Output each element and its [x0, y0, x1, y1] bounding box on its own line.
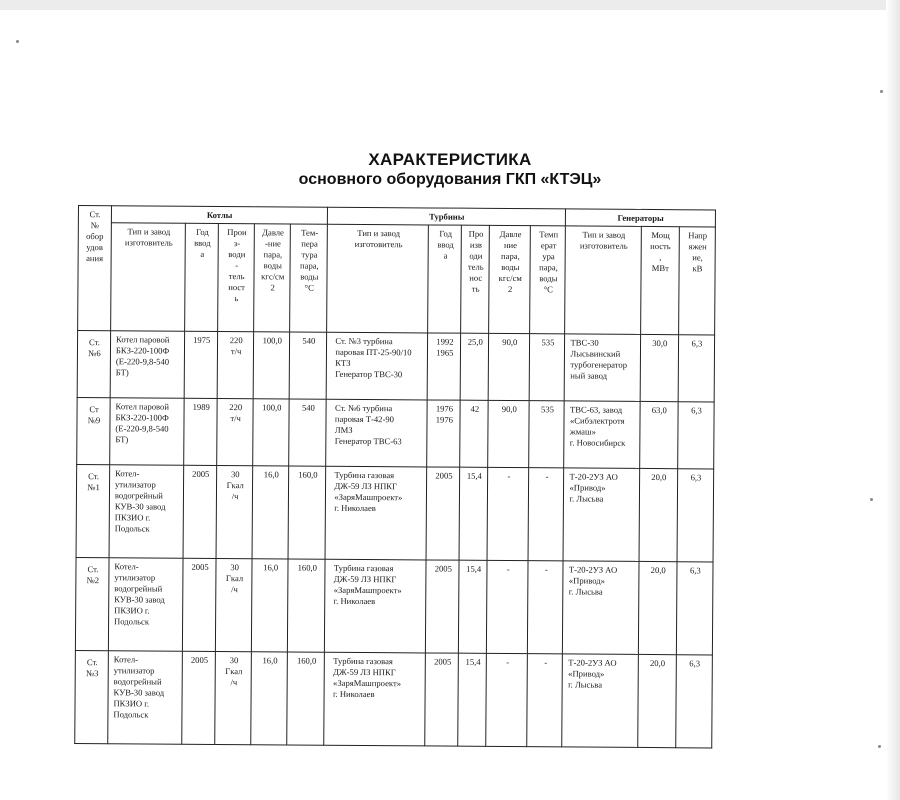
table-row	[75, 557, 713, 654]
generator-type-cell: ТВС-30 Лысьвинский турбогенератор ный завод	[565, 334, 641, 402]
generator-type-cell: Т-20-2УЗ АО «Привод» г. Лысьва	[563, 561, 639, 655]
turbine-capacity-cell: 25,0	[460, 333, 488, 400]
generator-voltage-cell: 6,3	[678, 335, 715, 402]
generator-voltage-cell: 6,3	[677, 402, 714, 469]
scan-top-edge	[0, 0, 900, 10]
turbine-year-cell: 2005	[426, 560, 460, 653]
column-header-row	[78, 223, 716, 335]
generator-voltage-cell: 6,3	[676, 562, 713, 655]
generator-type-header: Тип и завод изготовитель	[565, 226, 641, 335]
generator-voltage-cell: 6,3	[676, 655, 713, 748]
turbine-capacity-cell: 15,4	[459, 560, 487, 653]
boiler-capacity-header: Прои з- води - тель ност ь	[218, 223, 255, 331]
generator-type-cell: Т-20-2УЗ АО «Привод» г. Лысьва	[563, 468, 639, 562]
turbine-capacity-cell: 42	[460, 400, 488, 467]
turbine-capacity-header: Про изв оди тель нос ть	[461, 225, 490, 333]
turbine-year-cell: 1976 1976	[427, 400, 460, 467]
table-row	[76, 464, 714, 561]
boiler-capacity-cell: 30 Гкал /ч	[215, 651, 252, 744]
boiler-pressure-cell: 100,0	[253, 399, 290, 466]
scan-speck	[878, 745, 881, 748]
turbine-type-cell: Турбина газовая ДЖ-59 ЛЗ НПКГ «ЗаряМашпроект» г. Николаев	[325, 559, 427, 653]
boiler-temperature-cell: 160,0	[287, 652, 325, 745]
generator-power-cell: 63,0	[639, 401, 678, 468]
generator-power-cell: 20,0	[638, 561, 677, 654]
generator-power-header: Мощ ность , МВт	[640, 226, 679, 334]
station-cell: Ст. №3	[75, 650, 109, 743]
turbine-type-cell: Ст. №6 турбина паровая Т-42-90 ЛМЗ Генератор ТВС-63	[326, 399, 427, 467]
station-no-header: Ст. № обор удов ания	[78, 206, 112, 331]
turbine-year-cell: 2005	[426, 467, 460, 560]
turbine-pressure-cell: -	[487, 560, 529, 653]
scan-right-edge	[886, 0, 900, 800]
turbine-temperature-cell: -	[527, 654, 563, 747]
boiler-type-cell: Котел- утилизатор водогрейный КУВ-30 завод ПКЗИО г. Подольск	[108, 651, 183, 745]
turbine-type-cell: Турбина газовая ДЖ-59 ЛЗ НПКГ «ЗаряМашпроект» г. Николаев	[325, 466, 427, 560]
generator-power-cell: 20,0	[639, 468, 678, 561]
generator-type-cell: ТВС-63, завод «Сибэлектротя жмаш» г. Новосибирск	[564, 401, 640, 469]
turbine-pressure-header: Давле ние пара, воды кгс/см 2	[489, 225, 531, 333]
turbines-group-header: Турбины	[328, 207, 566, 226]
boiler-year-cell: 2005	[183, 465, 217, 558]
turbine-type-cell: Турбина газовая ДЖ-59 ЛЗ НПКГ «ЗаряМашпроект» г. Николаев	[324, 652, 426, 746]
boiler-type-cell: Котел паровой БКЗ-220-100Ф (Е-220-9,8-540 БТ)	[110, 398, 185, 466]
equipment-table	[74, 205, 716, 748]
turbine-year-header: Год ввод а	[428, 225, 462, 333]
turbine-type-header: Тип и завод изготовитель	[327, 224, 429, 333]
boiler-type-header: Тип и завод изготовитель	[111, 223, 186, 332]
generators-group-header: Генераторы	[566, 209, 716, 227]
station-cell: Ст. №6	[77, 331, 110, 398]
boiler-type-cell: Котел паровой БКЗ-220-100Ф (Е-220-9,8-540 БТ)	[110, 331, 185, 399]
turbine-capacity-cell: 15,4	[459, 467, 487, 560]
generator-power-cell: 20,0	[637, 654, 676, 747]
boiler-type-cell: Котел- утилизатор водогрейный КУВ-30 завод ПКЗИО г. Подольск	[108, 558, 183, 652]
boiler-capacity-cell: 220 т/ч	[217, 331, 254, 398]
station-cell: Ст. №1	[76, 464, 110, 557]
scan-speck	[16, 40, 19, 43]
turbine-year-cell: 1992 1965	[428, 333, 461, 400]
document-subtitle: основного оборудования ГКП «КТЭЦ»	[298, 171, 602, 188]
station-cell: Ст №9	[77, 397, 110, 464]
scan-speck	[880, 90, 883, 93]
boiler-temperature-header: Тем- пера тура пара, воды °С	[290, 224, 328, 332]
turbine-temperature-cell: 535	[529, 401, 565, 468]
generator-voltage-header: Напр яжен ие, кВ	[678, 227, 715, 335]
turbine-year-cell: 2005	[425, 653, 459, 746]
boiler-year-cell: 2005	[182, 651, 216, 744]
scan-speck	[870, 498, 873, 501]
boiler-capacity-cell: 30 Гкал /ч	[216, 465, 253, 558]
boiler-pressure-cell: 16,0	[252, 559, 289, 652]
generator-type-cell: Т-20-2УЗ АО «Привод» г. Лысьва	[562, 654, 638, 748]
turbine-pressure-cell: -	[486, 653, 528, 746]
document-title: ХАРАКТЕРИСТИКА	[368, 150, 532, 169]
boiler-year-cell: 1989	[184, 398, 217, 465]
boiler-pressure-cell: 100,0	[253, 332, 290, 399]
boiler-capacity-cell: 30 Гкал /ч	[216, 558, 253, 651]
boiler-temperature-cell: 540	[289, 332, 327, 399]
turbine-capacity-cell: 15,4	[458, 653, 486, 746]
boiler-temperature-cell: 540	[289, 399, 327, 466]
boiler-type-cell: Котел- утилизатор водогрейный КУВ-30 завод ПКЗИО г. Подольск	[109, 465, 184, 559]
boiler-capacity-cell: 220 т/ч	[217, 398, 254, 465]
turbine-pressure-cell: -	[487, 467, 529, 560]
station-cell: Ст. №2	[75, 557, 109, 650]
boilers-group-header: Котлы	[111, 206, 328, 225]
boiler-pressure-header: Давле -ние пара, воды кгс/см 2	[254, 224, 291, 332]
turbine-type-cell: Ст. №3 турбина паровая ПТ-25-90/10 КТЗ Генератор ТВС-30	[327, 332, 428, 400]
boiler-year-header: Год ввод а	[185, 223, 219, 331]
turbine-temperature-header: Темп ерат ура пара, воды °С	[530, 226, 566, 334]
turbine-pressure-cell: 90,0	[488, 333, 530, 400]
table-row	[75, 650, 713, 747]
boiler-year-cell: 1975	[184, 331, 217, 398]
generator-power-cell: 30,0	[640, 334, 679, 401]
boiler-temperature-cell: 160,0	[288, 466, 326, 559]
boiler-pressure-cell: 16,0	[252, 466, 289, 559]
boiler-year-cell: 2005	[183, 558, 217, 651]
turbine-temperature-cell: -	[528, 561, 564, 654]
table-row	[77, 331, 714, 402]
turbine-temperature-cell: -	[528, 468, 564, 561]
boiler-pressure-cell: 16,0	[251, 652, 288, 745]
boiler-temperature-cell: 160,0	[288, 559, 326, 652]
table-row	[77, 397, 714, 468]
turbine-pressure-cell: 90,0	[488, 400, 530, 467]
generator-voltage-cell: 6,3	[677, 469, 714, 562]
turbine-temperature-cell: 535	[530, 334, 566, 401]
